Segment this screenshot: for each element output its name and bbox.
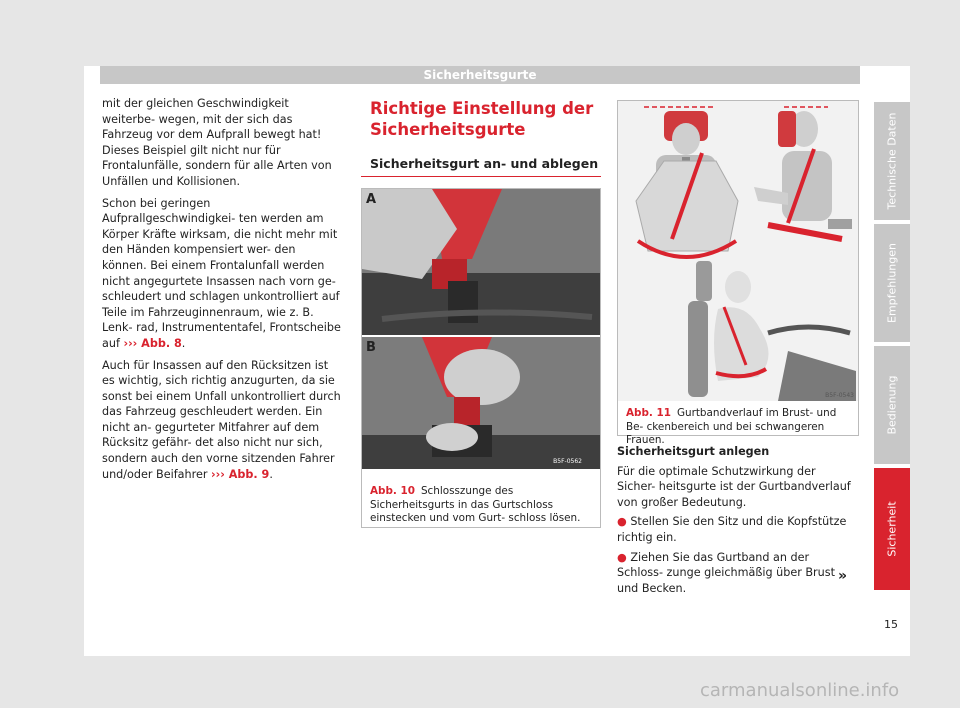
tab-label: Empfehlungen — [885, 243, 899, 323]
figure-11 — [617, 100, 859, 446]
figure-link-abb9[interactable]: ››› Abb. 9 — [211, 467, 270, 481]
tab-empfehlungen[interactable] — [874, 224, 910, 342]
watermark: carmanualsonline.info — [700, 680, 900, 701]
bullet-text: Stellen Sie den Sitz und die Kopfstütze richtig ein. — [617, 515, 847, 544]
subsection-heading: Sicherheitsgurt anlegen — [617, 445, 770, 458]
paragraph-2: Schon bei geringen Aufprallgeschwindigkei- ten werden am Körper Kräfte wirksam, die nicht mehr mit den Händen kompensiert wer- den können. Bei einem Frontalunfall werden nicht angegurtete Insassen nach vorn ge- schleudert und schlagen unkontrolliert auf Teile im Fahrzeuginnenraum, wie z. B. Lenk- rad, Instrumententafel, Frontscheibe auf ››› Abb. 8. — [102, 196, 341, 350]
caption-text: Schlosszunge des Sicherheitsgurts in das Gurtschloss einstecken und vom Gurt- schloss lösen. — [370, 485, 581, 524]
buckle-photo-a — [362, 189, 600, 335]
section-subheading: Sicherheitsgurt an- und ablegen — [370, 156, 599, 171]
page-number: 15 — [884, 618, 898, 631]
bullet-icon: ● — [617, 550, 631, 564]
tab-bedienung[interactable] — [874, 346, 910, 464]
paragraph-3: Auch für Insassen auf den Rücksitzen ist es wichtig, sich richtig anzugurten, da sie sonst bei einem Unfall unkontrolliert durch das Fahrzeug geschleudert werden. Ein nicht an- gegurteter Mitfahrer auf dem Rücksitz gefähr- det also nicht nur sich, sondern auch den vorne sitzenden Fahrer und/oder Beifahrer ››› Abb. 9. — [102, 358, 341, 481]
page-header: Sicherheitsgurte — [100, 66, 860, 84]
bullet-item — [617, 550, 857, 597]
bullet-text: Ziehen Sie das Gurtband an der Schloss- zunge gleichmäßig über Brust und Becken. — [617, 550, 835, 595]
bullet-item — [617, 514, 857, 545]
caption-label: Abb. 10 — [370, 485, 415, 497]
buckle-photo-b — [362, 337, 600, 469]
belt-routing-illustration — [618, 101, 858, 401]
photo-b — [362, 337, 600, 469]
continue-arrow-icon: » — [838, 568, 848, 584]
tab-label: Technische Daten — [885, 112, 899, 210]
figure-code: B5F-0562 — [553, 458, 582, 465]
tab-label: Bedienung — [885, 375, 899, 435]
figure-label-a: A — [366, 192, 377, 207]
tab-label: Sicherheit — [885, 501, 899, 557]
section-heading: Richtige Einstellung der Sicherheitsgurte — [370, 99, 594, 139]
figure-label-b: B — [366, 340, 376, 355]
column-3 — [617, 444, 857, 600]
paragraph-3-text: Auch für Insassen auf den Rücksitzen ist es wichtig, sich richtig anzugurten, da sie sonst bei einem Unfall unkontrolliert durch das Fahrzeug geschleudert werden. Ein nicht an- gegurteter Mitfahrer auf dem Rücksitz gefähr- det also nicht nur sich, sondern auch den vorne sitzenden Fahrer und/oder Beifahrer — [102, 358, 341, 481]
bullet-icon: ● — [617, 515, 631, 529]
figure-11-caption — [626, 407, 852, 448]
photo-a — [362, 189, 600, 335]
figure-code: B5F-0543 — [825, 392, 854, 399]
paragraph-2-text: Schon bei geringen Aufprallgeschwindigkei- ten werden am Körper Kräfte wirksam, die nicht mehr mit den Händen kompensiert wer- den können. Bei einem Frontalunfall werden nicht angegurtete Insassen nach vorn ge- schleudert und schlagen unkontrolliert auf Teile im Fahrzeuginnenraum, wie z. B. Lenk- rad, Instrumententafel, Frontscheibe auf — [102, 196, 341, 350]
intro-paragraph: Für die optimale Schutzwirkung der Sicher- heitsgurte ist der Gurtbandverlauf von großer Bedeutung. — [617, 464, 851, 509]
figure-link-abb8[interactable]: ››› Abb. 8 — [123, 336, 182, 350]
paragraph-1: mit der gleichen Geschwindigkeit weiterbe- wegen, mit der sich das Fahrzeug vor dem Aufprall bewegt hat! Dieses Beispiel gilt nicht nur für Frontalunfälle, sondern für alle Arten von Unfällen und Kollisionen. — [102, 97, 332, 188]
figure-10-caption — [370, 485, 594, 526]
tab-technische-daten[interactable] — [874, 102, 910, 220]
figure-10 — [361, 188, 601, 528]
caption-text: Gurtbandverlauf im Brust- und Be- ckenbereich und bei schwangeren Frauen. — [626, 407, 837, 446]
tab-sicherheit[interactable] — [874, 468, 910, 590]
caption-label: Abb. 11 — [626, 407, 671, 419]
heading-rule — [361, 176, 601, 177]
seatbelt-diagram — [618, 101, 858, 401]
column-1 — [102, 96, 342, 488]
